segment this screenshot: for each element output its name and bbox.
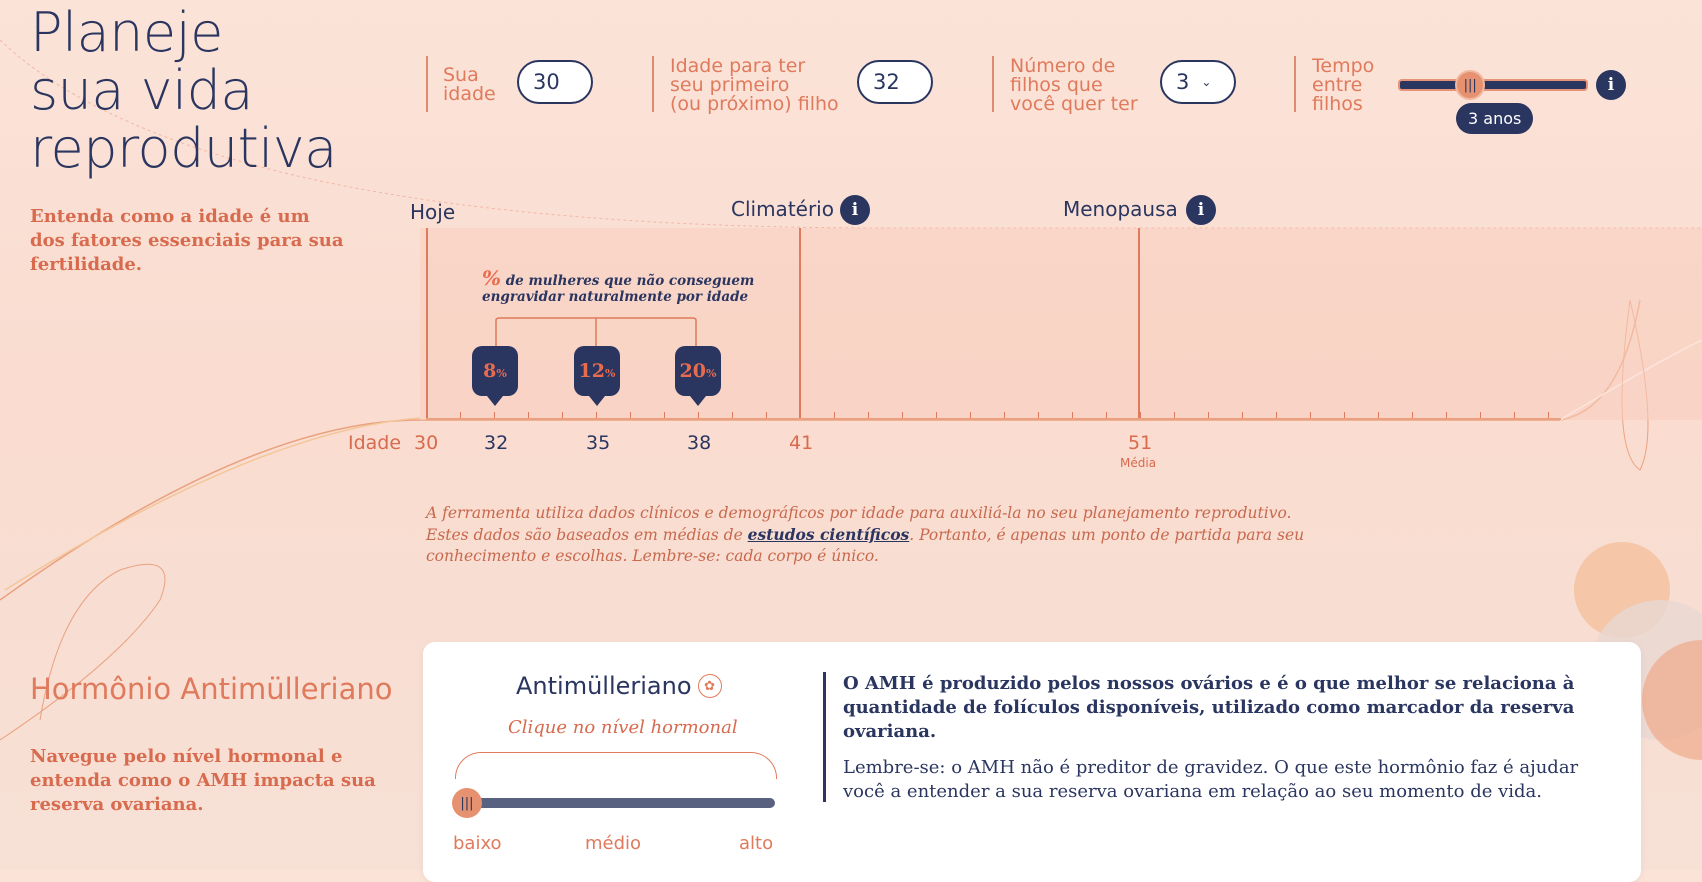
bubble-pointer [487,396,503,406]
timeline-tick [1208,412,1209,418]
pct-bubble-32 [472,346,518,406]
amh-quote-bar [823,672,826,802]
age-label-line-2: idade [443,83,496,105]
age-tick-38: 38 [687,432,712,454]
info-glyph: i [1607,75,1615,95]
timeline-tick [1004,412,1005,418]
timeline-tick [1242,412,1243,418]
timeline-line-climaterio [799,228,801,420]
interval-label-line-2: entre [1312,74,1363,96]
timeline-tick [1514,412,1515,418]
timeline-label-climaterio: Climatério [731,197,834,221]
title-line-2: sua vida [30,59,253,122]
amh-arc [455,752,777,779]
num-children-label [1010,57,1138,114]
pct-legend-symbol: % [482,266,502,290]
timeline-tick [1140,412,1141,418]
amh-slider-track[interactable] [455,798,775,808]
interval-label-line-1: Tempo [1312,55,1375,77]
timeline-label-hoje: Hoje [410,200,456,224]
pct-value: 20 [679,360,706,382]
flower-icon: ✿ [698,674,722,698]
first-child-label-line-3: (ou próximo) filho [670,93,839,115]
timeline-axis [426,418,1561,420]
timeline-tick [1310,412,1311,418]
num-children-label-line-2: filhos que [1010,74,1103,96]
timeline-tick [1072,412,1073,418]
timeline-tick [800,412,801,418]
timeline-tick [970,412,971,418]
amh-description: Lembre-se: o AMH não é preditor de gravidez. O que este hormônio faz é ajudar você a entender a sua reserva ovariana em relação ao seu momento de vida. [843,757,1579,802]
pct-value: 8 [483,360,497,382]
age-label-line-1: Sua [443,64,479,86]
first-child-age-input[interactable] [857,60,933,104]
timeline-tick [834,412,835,418]
timeline-tick [936,412,937,418]
timeline-tick [1038,412,1039,418]
timeline-tick [698,412,699,418]
first-child-label [670,57,839,114]
first-child-age-value: 32 [873,70,900,94]
control-divider [1294,56,1296,112]
info-icon[interactable] [840,195,870,225]
bubble-pointer [589,396,605,406]
interval-label [1312,57,1374,114]
pct-legend-line-1: de mulheres que não conseguem [505,273,755,289]
timeline-tick [732,412,733,418]
timeline-line-menopausa [1138,228,1140,420]
timeline-tick [1446,412,1447,418]
chevron-down-icon: ⌄ [1201,75,1212,89]
interval-label-line-3: filhos [1312,93,1363,115]
timeline-tick [1548,412,1549,418]
bubble-pointer [690,396,706,406]
timeline-tick [664,412,665,418]
age-tick-35: 35 [586,432,611,454]
first-child-label-line-1: Idade para ter [670,55,806,77]
page-title [30,1,337,180]
control-divider [652,56,654,112]
pct-unit: % [496,366,507,380]
num-children-label-line-1: Número de [1010,55,1116,77]
disclaimer-part-1: A ferramenta utiliza dados clínicos e demográficos por idade para auxiliá-la no seu planejamento reprodutivo. Estes dados são baseados em médias de [426,504,1292,544]
pct-legend-line-2: engravidar naturalmente por idade [482,289,749,305]
timeline-tick [562,412,563,418]
disclaimer-text [426,503,1326,567]
timeline-tick [1480,412,1481,418]
amh-slider-knob[interactable]: ||| [452,788,482,818]
info-glyph: i [851,200,859,220]
control-divider [992,56,994,112]
timeline-tick [1412,412,1413,418]
pct-unit: % [605,366,616,380]
age-tick-51: 51 [1128,432,1153,454]
timeline-tick [596,412,597,418]
pct-bubble-35 [574,346,620,406]
num-children-label-line-3: você quer ter [1010,93,1138,115]
timeline-tick [766,412,767,418]
amh-level-alto[interactable]: alto [739,833,774,854]
amh-level-baixo[interactable]: baixo [453,833,502,854]
amh-section-subtitle: Navegue pelo nível hormonal e entenda como o AMH impacta sua reserva ovariana. [30,746,376,815]
age-input[interactable] [517,60,593,104]
age-media-label: Média [1120,456,1157,470]
timeline-tick [1174,412,1175,418]
pct-legend [482,266,755,305]
timeline-tick [630,412,631,418]
timeline-tick [1378,412,1379,418]
num-children-select[interactable] [1160,60,1236,104]
amh-section-title: Hormônio Antimülleriano [30,672,393,706]
age-axis-label: Idade [348,432,402,454]
title-line-3: reprodutiva [30,117,337,180]
timeline-tick [868,412,869,418]
disclaimer-part-2: . Portanto, é apenas um ponto de partida para seu conhecimento e escolhas. Lembre-se: cada corpo é único. [426,526,1305,565]
timeline-tick [528,412,529,418]
info-icon[interactable] [1596,70,1626,100]
timeline-tick [1276,412,1277,418]
interval-slider-knob[interactable]: ||| [1455,70,1485,100]
amh-card-title [516,672,722,700]
timeline-line-hoje [426,228,428,420]
age-tick-30: 30 [414,432,439,454]
age-value: 30 [533,70,560,94]
timeline-label-menopausa: Menopausa [1063,197,1178,221]
pct-bubble-38 [675,346,721,406]
amh-hint: Clique no nível hormonal [508,717,738,738]
age-tick-41: 41 [789,432,814,454]
pct-unit: % [706,366,717,380]
amh-description-bold: O AMH é produzido pelos nossos ovários e é o que melhor se relaciona à quantidade de folículos disponíveis, utilizado como marcador da reserva ovariana. [843,673,1575,742]
amh-card-title-text: Antimülleriano [516,672,692,700]
age-tick-32: 32 [484,432,509,454]
title-line-1: Planeje [30,1,223,64]
control-divider [426,56,428,112]
interval-slider-track[interactable] [1398,79,1588,91]
first-child-label-line-2: seu primeiro [670,74,790,96]
interval-value-badge: 3 anos [1456,103,1533,134]
timeline-tick [1106,412,1107,418]
age-label [443,66,496,104]
info-icon[interactable] [1186,195,1216,225]
studies-link[interactable]: estudos científicos [747,525,910,544]
timeline-tick [1344,412,1345,418]
timeline-tick [494,412,495,418]
info-glyph: i [1197,200,1205,220]
pct-value: 12 [578,360,605,382]
num-children-value: 3 [1176,70,1190,94]
timeline-tick [902,412,903,418]
timeline-tick [460,412,461,418]
page-subtitle: Entenda como a idade é um dos fatores essenciais para sua fertilidade. [30,206,344,275]
amh-level-medio[interactable]: médio [585,833,642,854]
